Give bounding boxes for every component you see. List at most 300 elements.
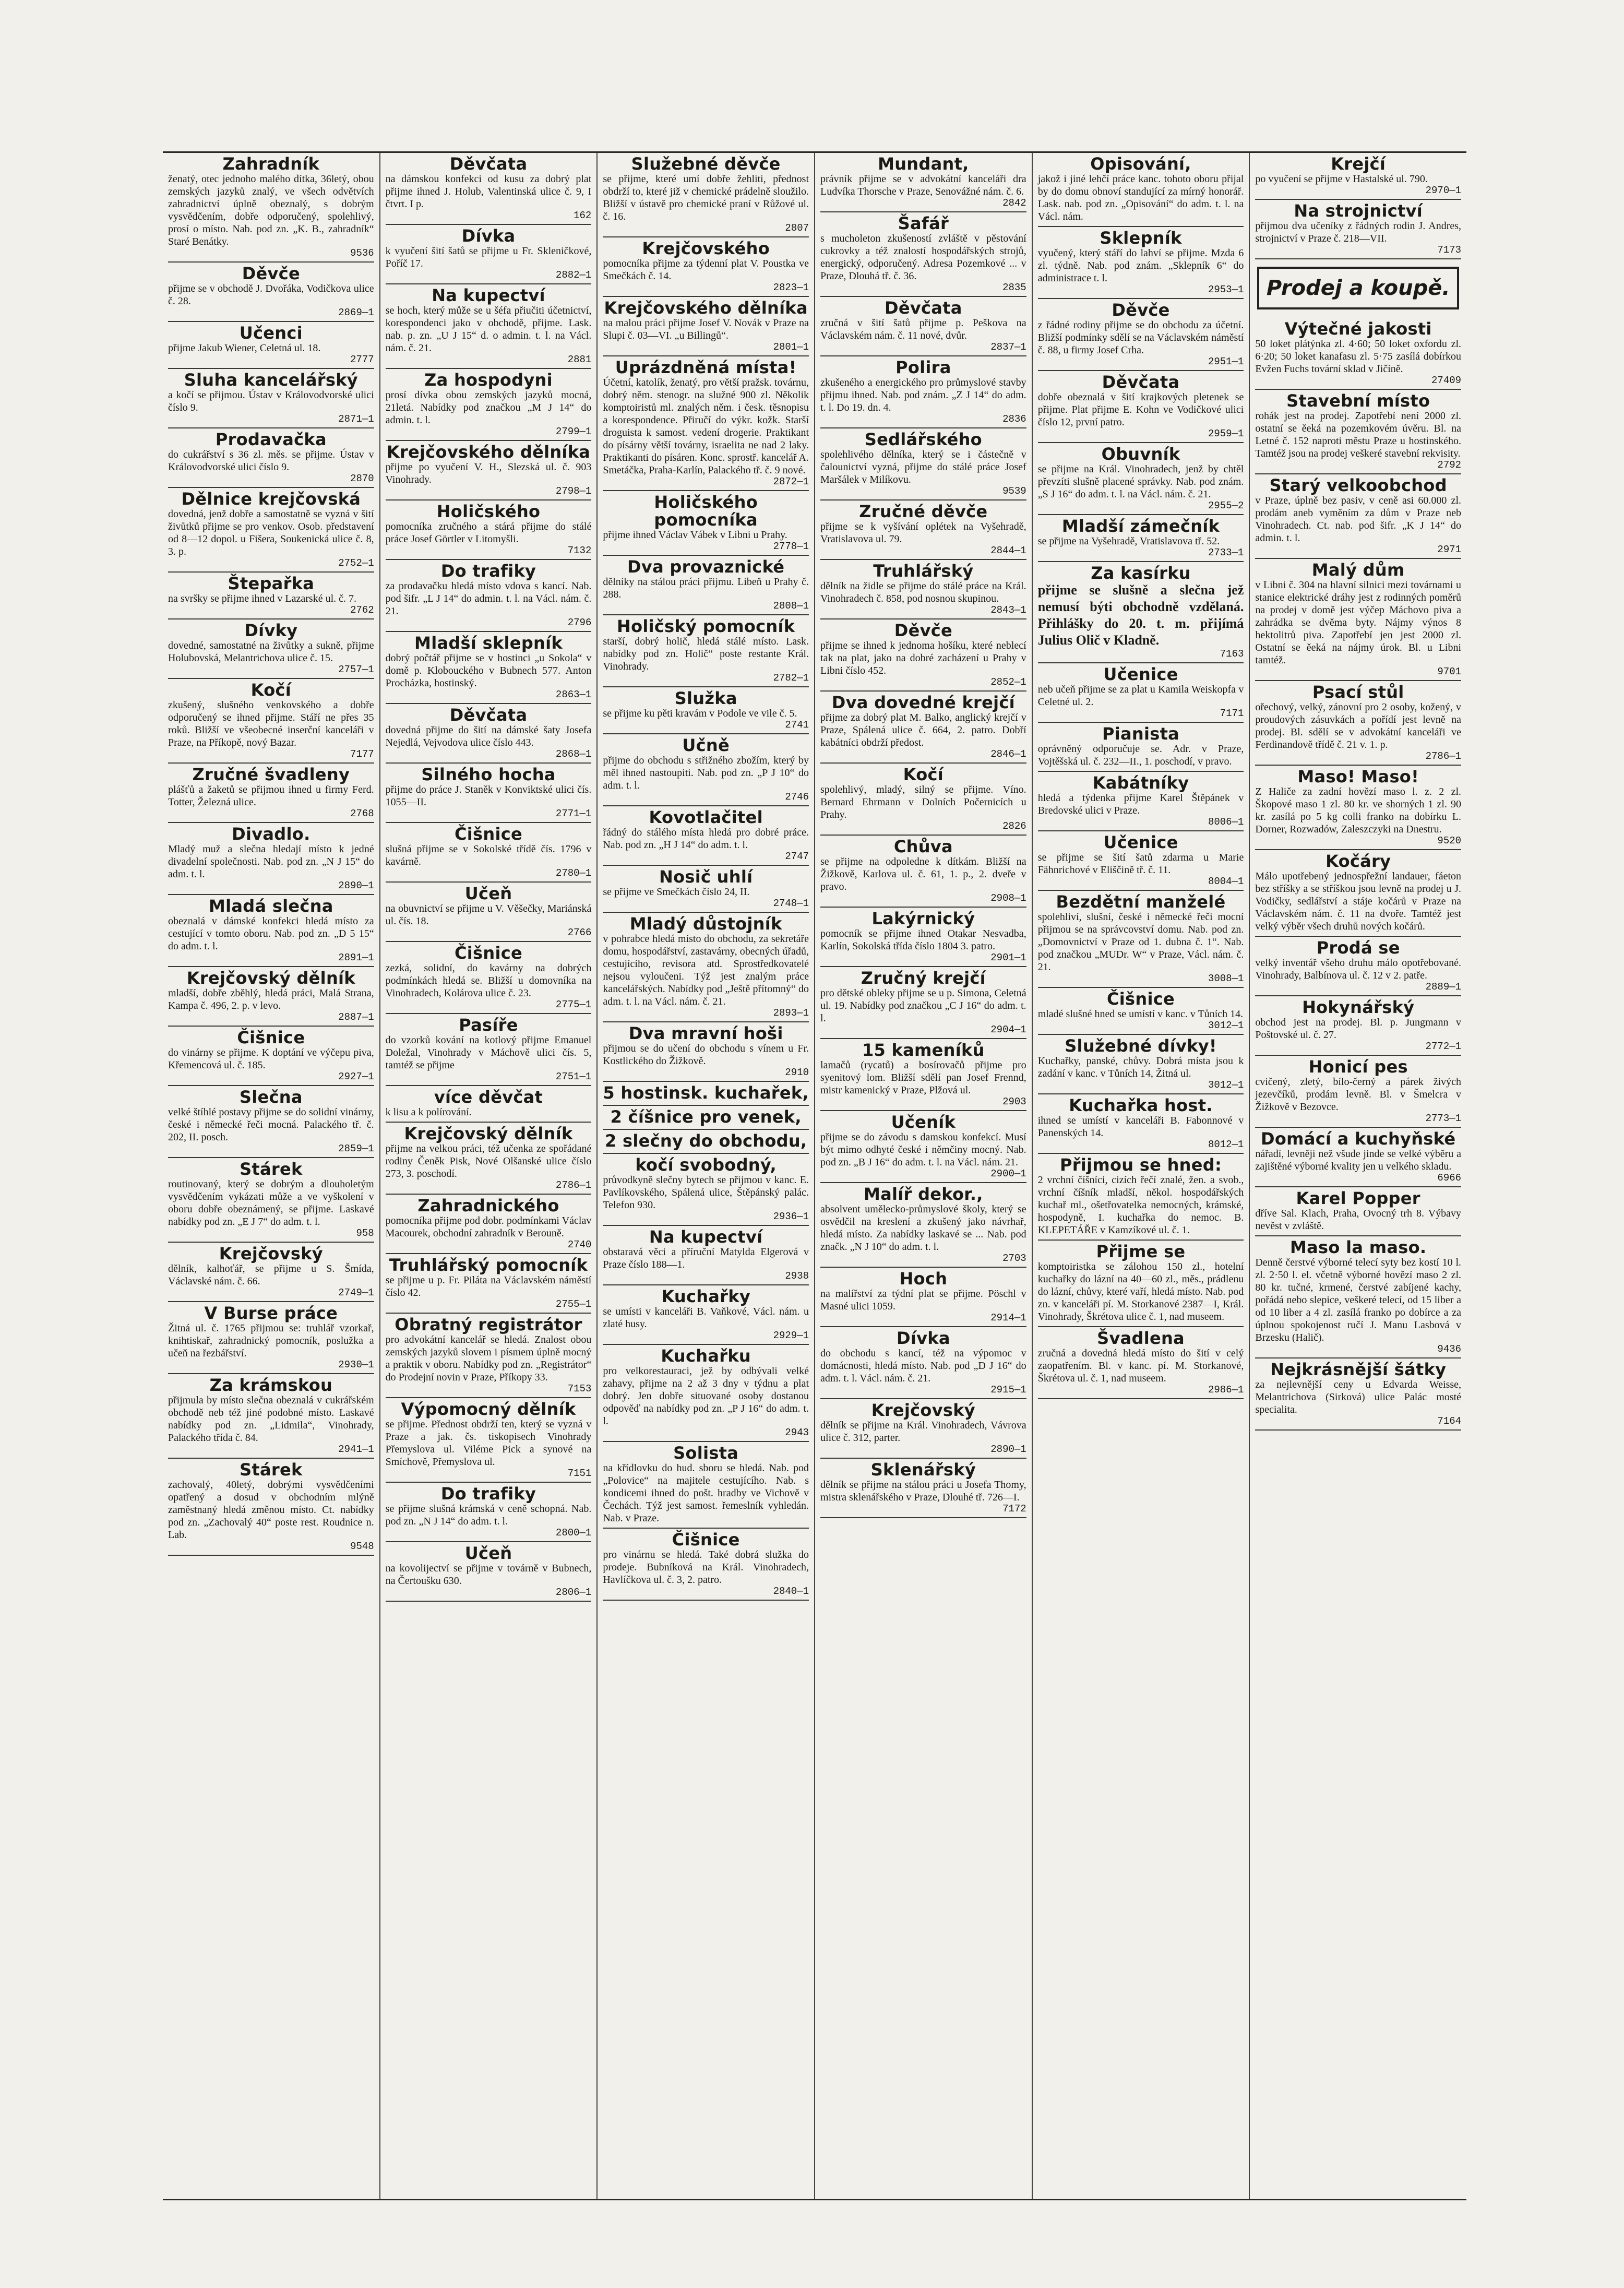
ad-body: k lisu a k polírování.	[385, 1106, 472, 1118]
ad-code: 7177	[350, 748, 374, 760]
ad-title: Kuchařku	[661, 1346, 751, 1366]
classified-ad	[1038, 1154, 1244, 1241]
ad-code: 2872—1	[773, 476, 809, 487]
ad-code: 2796	[567, 617, 592, 628]
ad-body: na obuvnictví se přijme u V. Věšečky, Mariánská ul. čís. 18.	[385, 903, 592, 927]
ad-title: Za hospodyni	[424, 370, 553, 390]
classified-ad	[168, 428, 374, 488]
classified-ad	[168, 1243, 374, 1302]
ad-body: se přijme na Vyšehradě, Vratislavova tř. 52.	[1037, 535, 1220, 547]
ad-title: Šafář	[898, 213, 949, 233]
ad-title: Polira	[895, 358, 951, 377]
ad-code: 6966	[1437, 1172, 1462, 1184]
ad-code: 9436	[1437, 1343, 1462, 1355]
ad-code: 7153	[567, 1383, 592, 1395]
classified-ad	[168, 573, 374, 619]
classified-ad	[1038, 831, 1244, 891]
classified-ad	[168, 967, 374, 1027]
ad-code: 2889—1	[1425, 981, 1462, 993]
ad-title: Maso! Maso!	[1297, 767, 1419, 786]
ad-title: 2 číšnice pro venek,	[610, 1107, 802, 1127]
ad-code: 9548	[350, 1541, 374, 1552]
ad-code: 9520	[1437, 835, 1462, 847]
ad-code: 8006—1	[1208, 816, 1244, 828]
ad-body: Kuchařky, panské, chůvy. Dobrá místa jsou k zadání v kanc. v Tůních 14, Žitná ul.	[1037, 1055, 1244, 1079]
ad-title: Učenice	[1103, 664, 1178, 684]
ad-code: 2930—1	[338, 1359, 374, 1371]
classified-ad	[386, 764, 592, 823]
ad-body: se hoch, který může se u šéfa přiučiti účetnictví, korespondenci jako v obchodě, přijme. Lask. nab. p. zn. „U J 15“ d. o admin. t. l. na Václ. nám. č. 21.	[385, 305, 592, 354]
classified-ad	[386, 1314, 592, 1398]
ad-code: 2836	[1002, 413, 1026, 425]
ad-title: Mladší zámečník	[1061, 516, 1220, 536]
ad-body: na malou práci přijme Josef V. Novák v Praze na Slupi č. 03—VI. „u Billingů“.	[603, 317, 809, 341]
ad-title: Dívky	[244, 621, 298, 640]
ad-code: 2837—1	[990, 341, 1026, 353]
ad-title: Čišnice	[454, 824, 523, 844]
ad-code: 9539	[1002, 485, 1026, 497]
classified-ad	[603, 913, 809, 1022]
ad-title: 15 kameníků	[862, 1040, 985, 1060]
classified-ad	[386, 225, 592, 284]
classified-ad	[1255, 996, 1461, 1056]
ad-body: pomocníka přijme pod dobr. podmínkami Václav Macourek, obchodní zahradník v Berouně.	[385, 1215, 592, 1239]
column-6	[1250, 153, 1466, 2199]
ad-body: přijme se v obchodě J. Dvořáka, Vodičkova ulice č. 28.	[168, 283, 374, 307]
ad-title: Děvče	[894, 621, 952, 640]
ad-title: Krejčovský dělník	[404, 1124, 573, 1143]
ad-body: komptoiristka se zálohou 150 zl., hotelní kuchařky do lázní na 40—60 zl., měs., prádlenu do lázní, chůvy, které vaří, hledá místo. Nab. pod zn. v kanceláři pí. M. Storkanové 2387—I, Král. Vinohrady, Škrétova ulice č. 1, nad museem.	[1037, 1261, 1244, 1322]
classified-ad	[168, 369, 374, 428]
ad-code: 2959—1	[1208, 428, 1244, 439]
ad-title: Chůva	[893, 837, 953, 856]
ad-title: Do trafiky	[440, 561, 536, 581]
ad-code: 2748—1	[773, 898, 809, 909]
ad-body: zručná a dovedná hledá místo do šití v celý zaopatřením. Bl. v kanc. pí. M. Storkanové, Škrétova ul. č. 1, nad museem.	[1037, 1348, 1244, 1384]
ad-body: dělníky na stálou práci přijmu. Libeň u Prahy č. 288.	[603, 576, 809, 600]
classified-ad	[1038, 1094, 1244, 1154]
ad-code: 2778—1	[773, 541, 809, 552]
classified-ad	[1255, 1056, 1461, 1128]
ad-code: 8012—1	[1208, 1139, 1244, 1150]
ad-code: 2970—1	[1425, 185, 1462, 196]
ad-body: Účetní, katolík, ženatý, pro větší pražsk. továrnu, dobrý něm. stenogr. na služné 900 zl. Několik komptoiristů ml. znalých něm. i česk. těsnopisu a korespondence. Přiručí do výkr. kožk. Starší droguista k samost. vedení drogerie. Praktikant do písárny větší továrny, israelita ne nad 2 laky. Praktikanti do písáren. Konc. sprostř. kancelář A. Smetáčka, Praha-Karlín, Palackého tř. č. 9 nové.	[603, 377, 809, 476]
ad-code: 2859—1	[338, 1143, 374, 1154]
ad-title: Švadlena	[1097, 1328, 1185, 1348]
classified-ad	[1255, 1187, 1461, 1236]
ad-body: ořechový, velký, zánovní pro 2 osoby, kožený, v proudových zásuvkách a pořídí jest levně na prodej. Bl. sdělí se v advokátní kanceláři ve Ferdinandově třídě č. 21 v. 1. p.	[1255, 701, 1462, 750]
ad-code: 2870	[350, 473, 374, 484]
ad-title: Kočí	[250, 680, 292, 700]
ad-title: kočí svobodný,	[635, 1155, 777, 1175]
ad-body: zkušený, slušného venkovského a dobře odporučený se ihned přijme. Stáří ne přes 35 roků. Bližší ve všeobecné inserční kanceláři v Praze, na Příkopě, nový Bazar.	[168, 699, 374, 748]
ad-body: hledá a týdenka přijme Karel Štěpánek v Bredovské ulici v Praze.	[1037, 792, 1244, 816]
ad-title: Čišnice	[672, 1530, 740, 1550]
ad-title: Solista	[673, 1443, 739, 1463]
classified-ad	[603, 297, 809, 356]
ad-title: Sklenářský	[870, 1460, 976, 1480]
ad-title: Děvčata	[449, 154, 528, 174]
ad-title: Štepařka	[228, 574, 315, 593]
ad-body: do cukrářství s 36 zl. měs. se přijme. Ústav v Královodvorské ulici číslo 9.	[168, 449, 374, 473]
classified-ad	[1255, 474, 1461, 559]
ad-title: Sedlářského	[864, 430, 982, 449]
ad-body: dovedné, samostatné na živůtky a sukně, přijme Holubovská, Melantrichova ulice č. 15.	[168, 640, 374, 664]
ad-title: Mundant,	[878, 154, 969, 174]
ad-body: přijmou se do učení do obchodu s vínem u Fr. Kostlického do Žižkově.	[603, 1043, 809, 1067]
classified-ad	[820, 1399, 1026, 1459]
ad-title: Holičského pomocníka	[654, 492, 758, 530]
classified-ad	[820, 1183, 1026, 1268]
classified-ad	[1038, 153, 1244, 227]
ad-code: 2752—1	[338, 557, 374, 569]
ad-title: Na kupectví	[432, 285, 545, 305]
ad-body: spolehlivého dělníka, který se i částečně v čalounictví vyzná, přijme do stálé práce Josef Maršálek v Milíkovu.	[820, 449, 1026, 485]
ad-code: 2762	[350, 604, 374, 616]
classified-ad	[603, 356, 809, 491]
ad-code: 2893—1	[773, 1007, 809, 1019]
ad-body: slušná přijme se v Sokolské třídě čís. 1796 v kavárně.	[385, 843, 592, 867]
classified-ad	[603, 687, 809, 734]
ad-body: dovedná, jenž dobře a samostatně se vyzná v šití živůtků přijme se pro venkov. Osob. představení od 8—12 dopol. u Fišera, Soukenická ulice č. 8, 3. p.	[168, 508, 374, 557]
classified-ad	[603, 1022, 809, 1082]
ad-code: 2798—1	[555, 485, 592, 497]
classified-ad	[168, 823, 374, 895]
classified-ad	[386, 823, 592, 883]
ad-code: 2775—1	[555, 999, 592, 1010]
classified-ad	[1038, 772, 1244, 831]
classified-ad	[820, 764, 1026, 836]
ad-title: Holičského	[436, 502, 541, 521]
ad-body: s mucholeton zkušeností zvláště v pěstování cukrovky a též znalostí hospodářských strojů, energický, odporučený. Adresa Pozemkové ... v Praze, Dlouhá tř. č. 36.	[820, 233, 1026, 282]
ad-body: vyučený, který stáří do lahví se přijme. Mzda 6 zl. týdně. Nab. pod znám. „Sklepník 6“ do administrace t. l.	[1037, 247, 1244, 284]
ad-body: dělník na židle se přijme do stálé práce na Král. Vinohradech č. 858, pod nosnou skupinou.	[820, 580, 1026, 604]
ad-body: v pohrabce hledá místo do obchodu, za sekretáře domu, hospodářství, zastavárny, obecných úřadů, cestujícího, revisora atd. Sprostředkovatelé nejsou vyloučeni. Týž jest znalým práce kancelářských. Nabídky pod „Ještě přítomný“ do adm. t. l. na Václ. nám. č. 21.	[603, 933, 809, 1007]
ad-code: 2801—1	[773, 341, 809, 353]
ad-title: Učeň	[464, 884, 512, 903]
classified-ad	[603, 153, 809, 237]
ad-body: obchod jest na prodej. Bl. p. Jungmann v Poštovské ul. č. 27.	[1255, 1017, 1462, 1041]
classified-ad	[386, 1086, 592, 1123]
ad-code: 2881	[567, 354, 592, 365]
ad-title: Služka	[674, 688, 737, 708]
ad-code: 2890—1	[990, 1444, 1026, 1455]
ad-body: ženatý, otec jednoho malého dítka, 36letý, obou zemských jazyků znalý, ve všech odvětvích zahradnictví úplně obeznalý, s dobrým vysvědčením, dobře odporučený, spolehlivý, prosí o místo. Nab. pod zn. „K. B., zahradník“ Staré Benátky.	[168, 173, 374, 247]
ad-body: Z Haliče za zadní hovězí maso l. z. 2 zl. Škopové maso 1 zl. 80 kr. ve shorných 1 zl. 90 kr. zasílá po 5 kg colli franko na dobírku L. Dorner, Rozwadów, Zaleszczyki na Dnestru.	[1255, 786, 1462, 835]
ad-body: na malířství za týdní plat se přijme. Pöschl v Masné ulici 1059.	[820, 1288, 1026, 1312]
ad-code: 2749—1	[338, 1287, 374, 1298]
ad-title: Děvčata	[449, 705, 528, 725]
ad-body: přijme ihned Václav Vábek v Libni u Prahy.	[603, 529, 787, 541]
ad-title: Prodá se	[1316, 938, 1400, 958]
ad-body: Žitná ul. č. 1765 přijmou se: truhlář vzorkař, knihtiskař, zahradnický pomocník, poslužka a učeň na řezbářství.	[168, 1322, 374, 1359]
ad-code: 2826	[1002, 820, 1026, 832]
classified-ad	[386, 500, 592, 560]
classified-ad	[603, 1154, 809, 1226]
ad-code: 2903	[1002, 1096, 1026, 1107]
ad-title: Mladší sklepník	[414, 633, 563, 653]
ad-title: Výpomocný dělník	[401, 1399, 576, 1419]
ad-body: přijme se do závodu s damskou konfekcí. Musí být mimo odhyté české i němčiny mocný. Nab. pod zn. „B J 16“ do adm. t. l. na Václ. nám. 21.	[820, 1131, 1026, 1168]
ad-title: Čišnice	[1107, 989, 1175, 1009]
ad-body: za nejlevnější ceny u Edvarda Weisse, Melantrichova (Sirková) ulice Palác mosté specialita.	[1255, 1379, 1462, 1415]
classified-ad	[603, 1082, 809, 1106]
ad-code: 2800—1	[555, 1527, 592, 1539]
ad-title: Nosič uhlí	[659, 867, 753, 887]
classified-ad	[1255, 681, 1461, 766]
ad-title: Obratný registrátor	[395, 1315, 582, 1334]
ad-body: pomocníka přijme za týdenní plat V. Poustka ve Smečkách č. 14.	[603, 258, 809, 282]
ad-code: 3008—1	[1208, 973, 1244, 984]
ad-code: 7151	[567, 1468, 592, 1479]
classified-ad	[386, 1542, 592, 1602]
ad-body: zručná v šití šatů přijme p. Peškova na Václavském nám. č. 11 nové, dvůr.	[820, 317, 1026, 341]
ad-body: se přijme. Přednost obdrží ten, který se vyzná v Praze a jak. čs. tiskopisech Vinohrady Přemyslova ul. Viléme Pick a synové na Smíchově, Přemyslova ul.	[385, 1419, 592, 1468]
ad-title: Mladá slečna	[208, 896, 333, 916]
column-3	[598, 153, 815, 2199]
ad-title: Přijmou se hned:	[1059, 1155, 1222, 1175]
ad-code: 958	[356, 1228, 374, 1239]
ad-title: Pianista	[1102, 724, 1180, 744]
ad-body: a kočí se přijmou. Ústav v Královodvorské ulici číslo 9.	[168, 389, 374, 413]
ad-body: z řádné rodiny přijme se do obchodu za účetní. Bližší podmínky sdělí se na Václavském náměstí č. 88, u firmy Josef Crha.	[1037, 319, 1244, 356]
ad-body: po vyučení se přijme v Hastalské ul. 790.	[1255, 173, 1428, 185]
ad-title: Děvče	[1112, 300, 1170, 320]
ad-body: zachovalý, 40letý, dobrými vysvědčeními opatřený a dosud v obchodním mlýně zaměstnaný hledá změnou místo. Ct. nabídky pod zn. „Zachovalý 40“ poste rest. Roudnice n. Lab.	[168, 1479, 374, 1541]
ad-code: 2835	[1002, 282, 1026, 293]
ad-title: Dva mravní hoši	[628, 1023, 783, 1043]
ad-title: Krejčovský dělník	[186, 968, 355, 988]
classified-ad	[386, 1195, 592, 1254]
ad-title: Kabátníky	[1092, 773, 1189, 793]
ad-code: 2929—1	[773, 1330, 809, 1341]
classified-ad	[820, 619, 1026, 692]
ad-code: 2786—1	[1425, 750, 1462, 762]
column-1	[163, 153, 380, 2199]
ad-code: 2755—1	[555, 1298, 592, 1310]
ad-code: 7173	[1437, 244, 1462, 256]
classified-ad	[603, 1130, 809, 1154]
ad-code: 2936—1	[773, 1211, 809, 1222]
ad-title: Kuchařky	[661, 1286, 751, 1306]
ad-title: Sluha kancelářský	[184, 370, 358, 390]
ad-body: prosí dívka obou zemských jazyků mocná, 21letá. Nabídky pod značkou „M J 14“ do admin. t. l.	[385, 389, 592, 426]
classified-ad	[1038, 723, 1244, 772]
column-4	[815, 153, 1033, 2199]
ad-body: na kovolijectví se přijme v továrně v Bubnech, na Čertoušku 630.	[385, 1563, 592, 1587]
ad-title: Za kasírku	[1091, 563, 1191, 583]
ad-body: Málo upotřebený jednospřežní landauer, fáeton bez stříšky a se stříškou jsou levně na prodej u J. Vodičky, sedlářství a stáje kočárů v Praze na Václavském nám. č. 11 na dvoře. Tamtéž jest velký výběr všech druhů nových kočárů.	[1255, 871, 1462, 932]
classified-ad	[820, 692, 1026, 764]
ad-body: mladé slušné hned se umístí v kanc. v Tůních 14.	[1037, 1008, 1244, 1020]
classified-ad	[386, 153, 592, 225]
ad-title: Divadlo.	[232, 824, 311, 844]
ad-code: 162	[574, 210, 592, 221]
ad-title: Děvče	[242, 264, 300, 283]
classified-ad	[168, 1027, 374, 1086]
ad-code: 7172	[1002, 1503, 1026, 1515]
classified-ad	[1038, 227, 1244, 299]
ad-title: Děvčata	[1102, 372, 1180, 392]
classified-ad	[1038, 663, 1244, 723]
ad-body: do obchodu s kancí, též na výpomoc v domácnosti, hledá místo. Nab. pod „D J 16“ do adm. t. l. Václ. nám. č. 21.	[820, 1348, 1026, 1384]
ad-body: přijme do práce J. Staněk v Konviktské ulici čís. 1055—II.	[385, 784, 592, 808]
ad-code: 2887—1	[338, 1011, 374, 1023]
ad-title: více děvčat	[434, 1087, 543, 1107]
ad-code: 2869—1	[338, 307, 374, 318]
classified-ad	[1255, 200, 1461, 259]
classified-ad	[1255, 1236, 1461, 1358]
ad-body: plášťů a žaketů se přijmou ihned u firmy Ferd. Totter, Železná ulice.	[168, 784, 374, 808]
ad-title: Přijme se	[1096, 1242, 1186, 1261]
classified-ad	[603, 1106, 809, 1130]
classified-ad	[1038, 1241, 1244, 1327]
ad-code: 2938	[785, 1270, 809, 1282]
classified-ad	[386, 1123, 592, 1195]
ad-body: do vinárny se přijme. K doptání ve výčepu piva, Křemencová ul. č. 185.	[168, 1047, 374, 1071]
ad-title: Krejčí	[1331, 154, 1386, 174]
ad-title: Truhlářský pomocník	[389, 1255, 588, 1275]
classified-ad	[1255, 850, 1461, 937]
ad-body: spolehlivý, mladý, silný se přijme. Víno. Bernard Ehrmann v Dolních Počernicích u Prahy.	[820, 784, 1026, 820]
ad-body: v Praze, úplně bez pasiv, v ceně asi 60.000 zl. prodám aneb vyměním za dům v Praze neb Vinohradech. Ct. nab. pod šifr. „K J 14“ do admin. t. l.	[1255, 495, 1462, 544]
ad-title: Zručný krejčí	[861, 968, 986, 988]
classified-ad	[168, 1302, 374, 1374]
classified-ad	[820, 428, 1026, 500]
ad-code: 2746	[785, 791, 809, 803]
classified-ad	[820, 500, 1026, 560]
ad-title: Starý velkoobchod	[1269, 475, 1447, 495]
ad-title: Maso la maso.	[1290, 1237, 1427, 1257]
classified-ad	[1038, 443, 1244, 515]
ad-title: Výtečné jakosti	[1284, 319, 1432, 339]
ad-title: Nejkrásnější šátky	[1270, 1360, 1447, 1379]
ad-code: 9536	[350, 247, 374, 259]
ad-title: Učně	[682, 735, 730, 755]
ad-body: na dámskou konfekci od kusu za dobrý plat přijme ihned J. Holub, Valentinská ulice č. 9, I čtvrt. I p.	[385, 173, 592, 210]
ad-title: 2 slečny do obchodu,	[604, 1131, 807, 1151]
ad-title: Sklepník	[1100, 228, 1182, 248]
classified-ad	[386, 1398, 592, 1483]
ad-code: 2780—1	[555, 867, 592, 879]
classified-ad	[168, 1158, 374, 1243]
classified-ad	[1255, 1128, 1461, 1187]
ad-body: se přijme na odpoledne k dítkám. Bližší na Žižkově, Karlova ul. č. 61, 1. p., 2. dveře v pravo.	[820, 856, 1026, 892]
ad-title: Za krámskou	[209, 1375, 333, 1395]
ad-code: 2771—1	[555, 808, 592, 819]
classified-ad	[1255, 1358, 1461, 1431]
ad-body: se přijme se šití šatů zdarma u Marie Fähnrichové v Eliščině tř. č. 11.	[1037, 852, 1244, 876]
ad-body: na svršky se přijme ihned v Lazarské ul. č. 7.	[168, 593, 357, 604]
ad-body: přijmula by místo slečna obeznalá v cukrářském obchodě neb též jiné podobné místo. Laskavé nabídky pod zn. „Lidmila“, Vinohrady, Palackého třída č. 84.	[168, 1395, 374, 1444]
ad-code: 2786—1	[555, 1179, 592, 1191]
ad-code: 7132	[567, 545, 592, 556]
ad-body: na křídlovku do hud. sboru se hledá. Nab. pod „Polovice“ na majitele cestujícího. Nab. s kondicemi ihned do pošt. hradby ve Vichově v Čechách. Týž jest samost. řemeslník vyhledán. Nab. v Praze.	[603, 1462, 809, 1524]
ad-title: Obuvník	[1101, 444, 1180, 464]
ad-title: Stárek	[240, 1159, 303, 1179]
ad-body: cvičený, zletý, bílo-černý a párek živých jezevčíků, prodám levně. Bl. v Šmelcra v Žižkově v Bezovce.	[1255, 1076, 1462, 1113]
classified-ad	[386, 284, 592, 369]
ad-code: 2953—1	[1208, 284, 1244, 295]
classified-ad	[1038, 891, 1244, 988]
ad-title: V Burse práce	[204, 1303, 338, 1323]
section-heading: Prodej a koupě.	[1257, 267, 1459, 309]
ad-title: Zručné švadleny	[192, 765, 350, 784]
classified-ad	[1038, 562, 1244, 663]
ad-body: starší, dobrý holič, hledá stálé místo. Lask. nabídky pod zn. Holič“ poste restante Král. Vinohrady.	[603, 636, 809, 672]
classified-ad	[820, 356, 1026, 428]
ad-title: Hoch	[899, 1269, 948, 1289]
ad-title: Kovotlačitel	[649, 807, 763, 827]
ad-code: 2882—1	[555, 269, 592, 281]
ad-body: se přijme slušná krámská v ceně schopná. Nab. pod zn. „N J 14“ do adm. t. l.	[385, 1503, 592, 1527]
classified-ad	[168, 488, 374, 573]
ad-code: 7163	[1220, 648, 1244, 660]
classified-ad	[1038, 515, 1244, 562]
classified-ad	[386, 441, 592, 500]
ad-body: řádný do stálého místa hledá pro dobré práce. Nab. pod zn. „H J 14“ do adm. t. l.	[603, 827, 809, 851]
classified-ad	[168, 322, 374, 369]
ad-code: 2751—1	[555, 1071, 592, 1082]
classified-ad	[820, 1111, 1026, 1183]
ad-title: Uprázdněná místa!	[615, 358, 797, 377]
classified-ad	[168, 263, 374, 322]
ad-body: přijme do obchodu s střižného zbožím, který by měl ihned nastoupiti. Nab. pod zn. „P J 10“ do adm. t. l.	[603, 755, 809, 791]
ad-body: jakož i jiné lehčí práce kanc. tohoto oboru přijal by do domu obnoví standující za mírný honorář. Lask. nab. pod zn. „Opisování“ do adm. t. l. na Václ. nám.	[1037, 173, 1244, 222]
ad-code: 3012—1	[1208, 1020, 1244, 1031]
classified-ad	[168, 764, 374, 823]
ad-body: přijme se ihned k jednoma hošíku, které neblecí tak na plat, jako na dobré zacházení u Prahy v Libni číslo 452.	[820, 640, 1026, 676]
ad-title: Silného hocha	[421, 765, 556, 784]
ad-title: Na strojnictví	[1294, 201, 1423, 221]
ad-title: Dva provaznické	[627, 557, 785, 577]
ad-code: 2807	[785, 222, 809, 234]
ad-body: zkušeného a energického pro průmyslové stavby přijmu ihned. Nab. pod znám. „Z J 14“ do adm. t. l. Do 19. dn. 4.	[820, 377, 1026, 413]
classified-ad	[1255, 766, 1461, 850]
classified-ad	[1255, 259, 1461, 318]
ad-title: Služebné dívky!	[1065, 1036, 1217, 1056]
classified-ad	[386, 1483, 592, 1542]
ad-title: Truhlářský	[873, 561, 974, 581]
classified-columns	[163, 151, 1466, 2200]
classified-ad	[820, 1327, 1026, 1399]
ad-code: 2852—1	[990, 676, 1026, 688]
ad-body: do vzorků kování na kotlový přijme Emanuel Doležal, Vinohrady v Máchově ulici čís. 5, tamtéž se přijme	[385, 1034, 592, 1071]
ad-body: přijme na velkou práci, též učenka ze spořádané rodiny Čeněk Pisk, Nové Olšanské ulice číslo 273, 3. poschodí.	[385, 1143, 592, 1179]
ad-code: 2846—1	[990, 748, 1026, 760]
classified-ad	[168, 1374, 374, 1459]
ad-title: Učenci	[239, 323, 303, 343]
ad-title: Malý dům	[1311, 560, 1405, 580]
classified-ad	[603, 1226, 809, 1285]
ad-body: obstaravá věci a příruční Matylda Elgerová v Praze číslo 188—1.	[603, 1246, 809, 1270]
ad-body: 50 loket plátýnka zl. 4·60; 50 loket oxfordu zl. 6·20; 50 loket kanafasu zl. 5·75 zasílá dobírkou Evžen Fuchs tovární sklad v Jičíně.	[1255, 338, 1462, 375]
classified-ad	[1038, 371, 1244, 443]
ad-body: dovedná přijme do šití na dámské šaty Josefa Nejedlá, Vejvodova ulice číslo 443.	[385, 724, 592, 748]
classified-ad	[168, 679, 374, 764]
ad-code: 27409	[1431, 375, 1462, 386]
ad-body: přijme po vyučení V. H., Slezská ul. č. 903 Vinohrady.	[385, 461, 592, 485]
ad-title: Domácí a kuchyňské	[1261, 1129, 1456, 1149]
classified-ad	[603, 615, 809, 687]
ad-body: lamačů (rycatů) a bosírovačů přijme pro syenitový lom. Bližší sdělí pan Josef Frennd, mistr kamenický v Praze, Plžová ul.	[820, 1059, 1026, 1096]
ad-body: routinovaný, který se dobrým a dlouholetým vysvědčením vykázati může a ve vyškolení v oboru dobře obeznámený, se přijme. Laskavé nabídky pod zn. „E J 7“ do adm. t. l.	[168, 1178, 374, 1228]
ad-body: průvodkyně slečny bytech se přijmou v kanc. E. Pavlíkovského, Spálená ulice, Štěpánský palác. Telefon 930.	[603, 1174, 809, 1211]
ad-code: 2971	[1437, 544, 1462, 555]
ad-body: přijme se k vyšívání oplétek na Vyšehradě, Vratislavova ul. 79.	[820, 521, 1026, 545]
ad-body: se přijme ku pěti kravám v Podole ve vile č. 5.	[603, 708, 797, 719]
ad-body: právník přijme se v advokátní kanceláři dra Ludvíka Thorsche v Praze, Senovážné nám. č. 6.	[820, 173, 1026, 197]
